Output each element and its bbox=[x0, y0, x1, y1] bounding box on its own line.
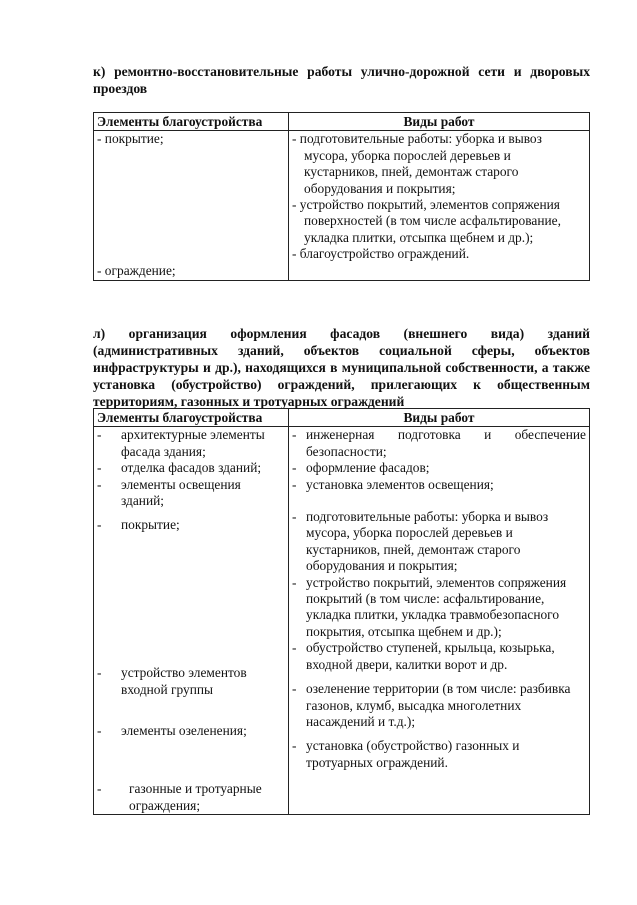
work-item-text: установка (обустройство) газонных и тротуарных ограждений. bbox=[306, 738, 520, 770]
list-dash: - bbox=[292, 738, 297, 754]
work-item bbox=[292, 246, 586, 262]
work-item-text: установка элементов освещения; bbox=[306, 476, 494, 492]
list-dash: - bbox=[292, 681, 297, 697]
list-dash: - bbox=[292, 509, 297, 525]
work-item-text: - благоустройство ограждений. bbox=[292, 246, 470, 262]
list-dash: - bbox=[292, 640, 297, 656]
list-dash: - bbox=[292, 460, 297, 476]
list-dash: - bbox=[97, 665, 102, 681]
list-dash: - bbox=[292, 427, 297, 443]
work-item bbox=[292, 509, 586, 575]
section-l-heading: л) организация оформления фасадов (внешнего вида) зданий (административных зданий, объектов социальной сферы, объектов инфраструктуры и др.), находящихся в муниципальной собственности, а также установка (обустройство) ограждений, прилегающих к общественным территориям, газонных и тротуарных ограждений bbox=[93, 326, 590, 409]
element-item bbox=[97, 460, 285, 476]
work-item-text: инженерная подготовка и обеспечение безопасности; bbox=[306, 427, 586, 459]
work-item bbox=[292, 477, 586, 493]
section-k-heading: к) ремонтно-восстановительные работы улично-дорожной сети и дворовых проездов bbox=[93, 64, 590, 96]
work-item bbox=[292, 681, 586, 730]
work-item-text: - устройство покрытий, элементов сопряжения поверхностей (в том числе асфальтирование, укладка плитки, отсыпка щебнем и др.); bbox=[292, 197, 561, 245]
work-item bbox=[292, 640, 586, 673]
element-text: элементы озеленения; bbox=[121, 723, 247, 739]
section-k-table bbox=[93, 112, 590, 281]
element-text: покрытие; bbox=[121, 517, 180, 533]
section-l-table bbox=[93, 408, 590, 815]
list-dash: - bbox=[292, 574, 297, 590]
element-item bbox=[97, 781, 285, 814]
column-header-elements: Элементы благоустройства bbox=[94, 113, 289, 131]
work-item bbox=[292, 197, 586, 246]
element-item bbox=[97, 427, 285, 460]
column-header-works: Виды работ bbox=[289, 113, 590, 131]
list-dash: - bbox=[97, 427, 102, 443]
element-item bbox=[97, 477, 285, 510]
work-item bbox=[292, 131, 586, 197]
table-row bbox=[94, 427, 590, 815]
element-text: устройство элементов входной группы bbox=[121, 665, 247, 697]
column-header-elements: Элементы благоустройства bbox=[94, 409, 289, 427]
list-dash: - bbox=[97, 723, 102, 739]
element-item bbox=[97, 723, 285, 781]
cell-elements bbox=[94, 131, 289, 280]
work-item-text: подготовительные работы: уборка и вывоз мусора, уборка порослей деревьев и кустарников, пней, демонтаж старого оборудования и покрытия; bbox=[306, 509, 549, 574]
list-dash: - bbox=[97, 517, 102, 533]
work-item bbox=[292, 427, 586, 460]
element-text: архитектурные элементы фасада здания; bbox=[121, 427, 265, 459]
element-text: элементы освещения зданий; bbox=[121, 476, 241, 509]
work-item bbox=[292, 575, 586, 641]
cell-elements bbox=[94, 427, 289, 815]
list-dash: - bbox=[97, 460, 102, 476]
element-text: газонные и тротуарные ограждения; bbox=[129, 781, 262, 813]
table-header-row bbox=[94, 113, 590, 131]
work-item-text: озеленение территории (в том числе: разбивка газонов, клумб, высадка многолетних насаждений и т.д.); bbox=[306, 681, 571, 729]
cell-works bbox=[289, 131, 590, 280]
table-header-row bbox=[94, 409, 590, 427]
element-item bbox=[97, 665, 285, 723]
element-item: - покрытие; bbox=[97, 131, 164, 147]
work-item bbox=[292, 460, 586, 476]
work-item bbox=[292, 738, 586, 771]
element-item: - ограждение; bbox=[97, 263, 176, 279]
list-dash: - bbox=[97, 476, 102, 492]
work-item-text: устройство покрытий, элементов сопряжения покрытий (в том числе: асфальтирование, укладка плитки, укладка травмобезопасного покрытия, отсыпка щебнем и др.); bbox=[306, 574, 567, 639]
work-item-text: - подготовительные работы: уборка и вывоз мусора, уборка порослей деревьев и кустарников, пней, демонтаж старого оборудования и покрытия; bbox=[292, 131, 542, 196]
cell-works bbox=[289, 427, 590, 815]
element-item bbox=[97, 517, 285, 665]
list-dash: - bbox=[97, 781, 102, 797]
element-text: отделка фасадов зданий; bbox=[121, 460, 262, 476]
column-header-works: Виды работ bbox=[289, 409, 590, 427]
work-item-text: оформление фасадов; bbox=[306, 460, 430, 476]
list-dash: - bbox=[292, 476, 297, 492]
work-item-text: обустройство ступеней, крыльца, козырька, входной двери, калитки ворот и др. bbox=[306, 640, 555, 672]
table-row bbox=[94, 131, 590, 280]
